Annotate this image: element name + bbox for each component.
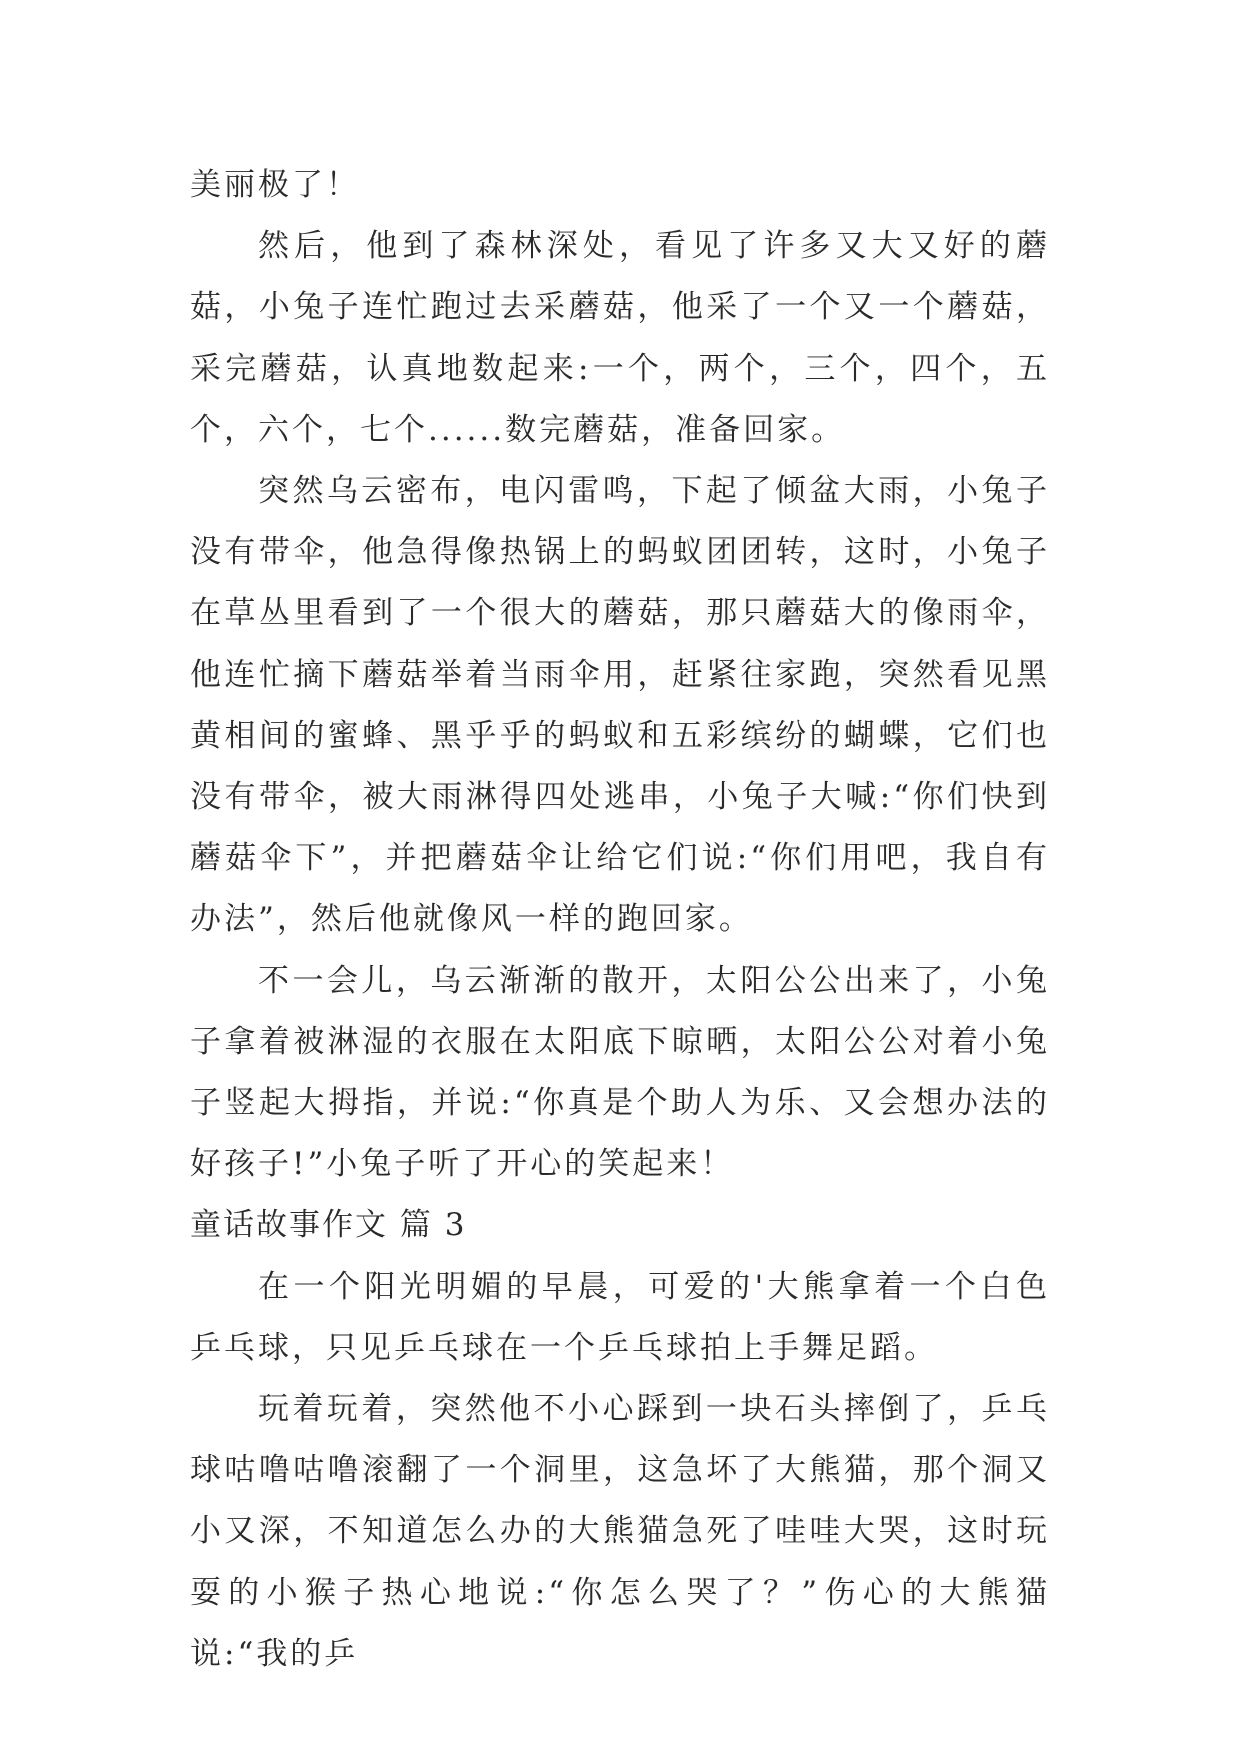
paragraph-mushroom-picking: 然后，他到了森林深处，看见了许多又大又好的蘑菇，小兔子连忙跑过去采蘑菇，他采了一个又一个蘑菇，采完蘑菇，认真地数起来:一个，两个，三个，四个，五个，六个，七个......数完蘑菇，准备回家。 [190, 228, 1050, 448]
paragraph-panda-pingpong: 在一个阳光明媚的早晨，可爱的'大熊拿着一个白色乒乓球，只见乒乓球在一个乒乓球拍上手舞足蹈。 [190, 1268, 1050, 1366]
paragraph-ball-in-hole: 玩着玩着，突然他不小心踩到一块石头摔倒了，乒乓球咕噜咕噜滚翻了一个洞里，这急坏了大熊猫，那个洞又小又深，不知道怎么办的大熊猫急死了哇哇大哭，这时玩耍的小猴子热心地说:“你怎么哭了？”伤心的大熊猫说:“我的乒 [190, 1391, 1050, 1672]
section-heading: 童话故事作文 篇 3 [190, 1207, 467, 1244]
paragraph-sun-comes-out: 不一会儿，乌云渐渐的散开，太阳公公出来了，小兔子拿着被淋湿的衣服在太阳底下晾晒，太阳公公对着小兔子竖起大拇指，并说:“你真是个助人为乐、又会想办法的好孩子!”小兔子听了开心的笑起来！ [190, 962, 1050, 1183]
paragraph-rainstorm: 突然乌云密布，电闪雷鸣，下起了倾盆大雨，小兔子没有带伞，他急得像热锅上的蚂蚁团团转，这时，小兔子在草丛里看到了一个很大的蘑菇，那只蘑菇大的像雨伞，他连忙摘下蘑菇举着当雨伞用，赶紧往家跑，突然看见黑黄相间的蜜蜂、黑乎乎的蚂蚁和五彩缤纷的蝴蝶，它们也没有带伞，被大雨淋得四处逃串，小兔子大喊:“你们快到蘑菇伞下”，并把蘑菇伞让给它们说:“你们用吧，我自有办法”，然后他就像风一样的跑回家。 [190, 473, 1050, 938]
document-body [190, 155, 1050, 1685]
paragraph-continuation: 美丽极了！ [190, 167, 360, 203]
